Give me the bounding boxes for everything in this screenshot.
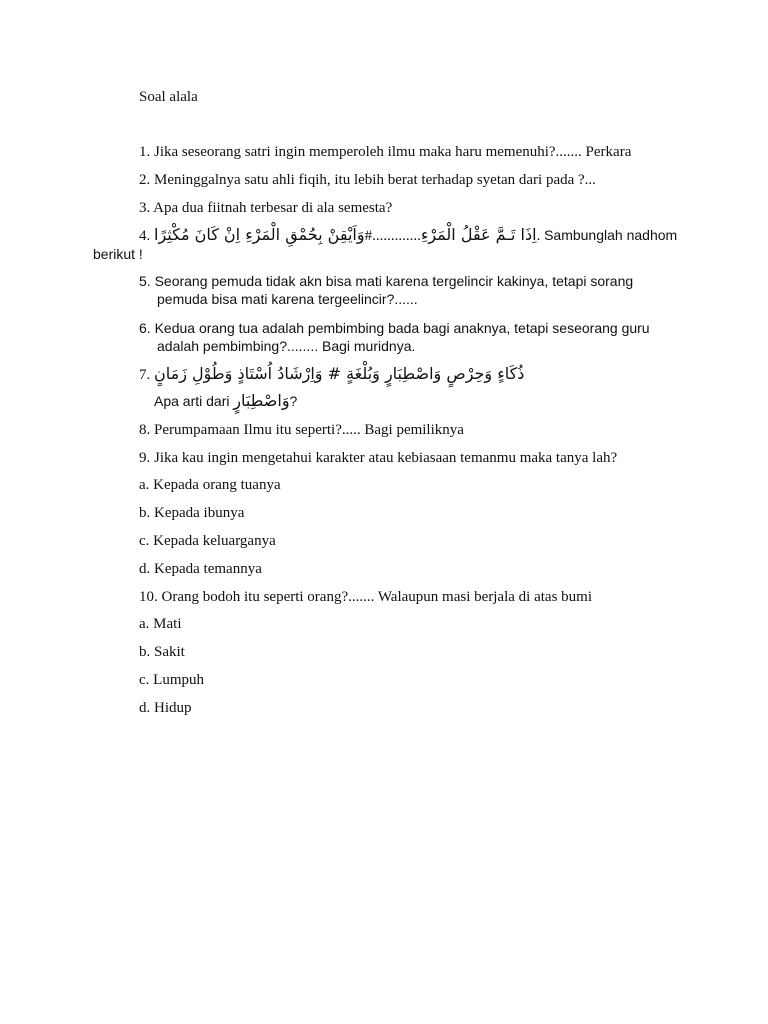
question-7-arabic: ذُكَاءٍ وَحِرْصٍ وَاصْطِبَارٍ وَبُلْغَةٍ # وَاِرْشَادُ اُسْتَاذٍ وَطُوْلِ زَمَانٍ bbox=[154, 364, 525, 383]
document-title: Soal alala bbox=[139, 89, 198, 105]
question-8: 8. Perumpamaan Ilmu itu seperti?..... Bagi pemiliknya bbox=[139, 422, 464, 438]
question-4-arabic-b: وَاَيْقِنْ بِحُمْقِ الْمَرْءِ اِنْ كَانَ مُكْثِرًا bbox=[154, 225, 365, 244]
question-5-line-1: 5. Seorang pemuda tidak akn bisa mati karena tergelincir kakinya, tetapi sorang bbox=[139, 273, 634, 289]
question-10-option-d: d. Hidup bbox=[139, 700, 192, 716]
question-1: 1. Jika seseorang satri ingin memperoleh ilmu maka haru memenuhi?....... Perkara bbox=[139, 144, 632, 160]
question-9-option-b: b. Kepada ibunya bbox=[139, 505, 245, 521]
question-10-option-b: b. Sakit bbox=[139, 644, 185, 660]
question-10-option-a: a. Mati bbox=[139, 616, 182, 632]
question-9-option-a: a. Kepada orang tuanya bbox=[139, 477, 281, 493]
question-7-suffix: ? bbox=[289, 393, 298, 409]
question-4: 4. وَاَيْقِنْ بِحُمْقِ الْمَرْءِ اِنْ كَانَ مُكْثِرًا#.............اِذَا تَـمَّ عَقْلُ الْمَرْءِ. Sambunglah nadhom bbox=[139, 225, 678, 244]
question-9-option-d: d. Kepada temannya bbox=[139, 561, 262, 577]
question-7-number: 7. bbox=[139, 367, 151, 383]
question-9: 9. Jika kau ingin mengetahui karakter atau kebiasaan temanmu maka tanya lah? bbox=[139, 450, 618, 466]
question-6-line-2: adalah pembimbing?........ Bagi muridnya. bbox=[157, 338, 416, 354]
question-10: 10. Orang bodoh itu seperti orang?....... Walaupun masi berjala di atas bumi bbox=[139, 589, 592, 605]
question-6-line-1: 6. Kedua orang tua adalah pembimbing bada bagi anaknya, tetapi seseorang guru bbox=[139, 320, 650, 336]
question-7-ask bbox=[154, 392, 297, 411]
question-4-blank: #............. bbox=[364, 228, 421, 244]
question-5-line-2: pemuda bisa mati karena tergeelincir?...... bbox=[157, 291, 418, 307]
question-9-option-c: c. Kepada keluarganya bbox=[139, 533, 276, 549]
question-7-prefix: Apa arti dari bbox=[154, 393, 230, 409]
question-4-arabic-a: اِذَا تَـمَّ عَقْلُ الْمَرْءِ bbox=[420, 225, 537, 244]
question-4-instruction: Sambunglah nadhom bbox=[544, 227, 678, 243]
question-4-continuation: berikut ! bbox=[93, 246, 143, 262]
question-7-word: وَاصْطِبَارٍ bbox=[233, 391, 290, 410]
question-3: 3. Apa dua fiitnah terbesar di ala semesta? bbox=[139, 200, 393, 216]
question-7 bbox=[139, 365, 524, 384]
question-10-option-c: c. Lumpuh bbox=[139, 672, 204, 688]
question-2: 2. Meninggalnya satu ahli fiqih, itu lebih berat terhadap syetan dari pada ?... bbox=[139, 172, 596, 188]
question-4-number: 4. bbox=[139, 228, 151, 244]
